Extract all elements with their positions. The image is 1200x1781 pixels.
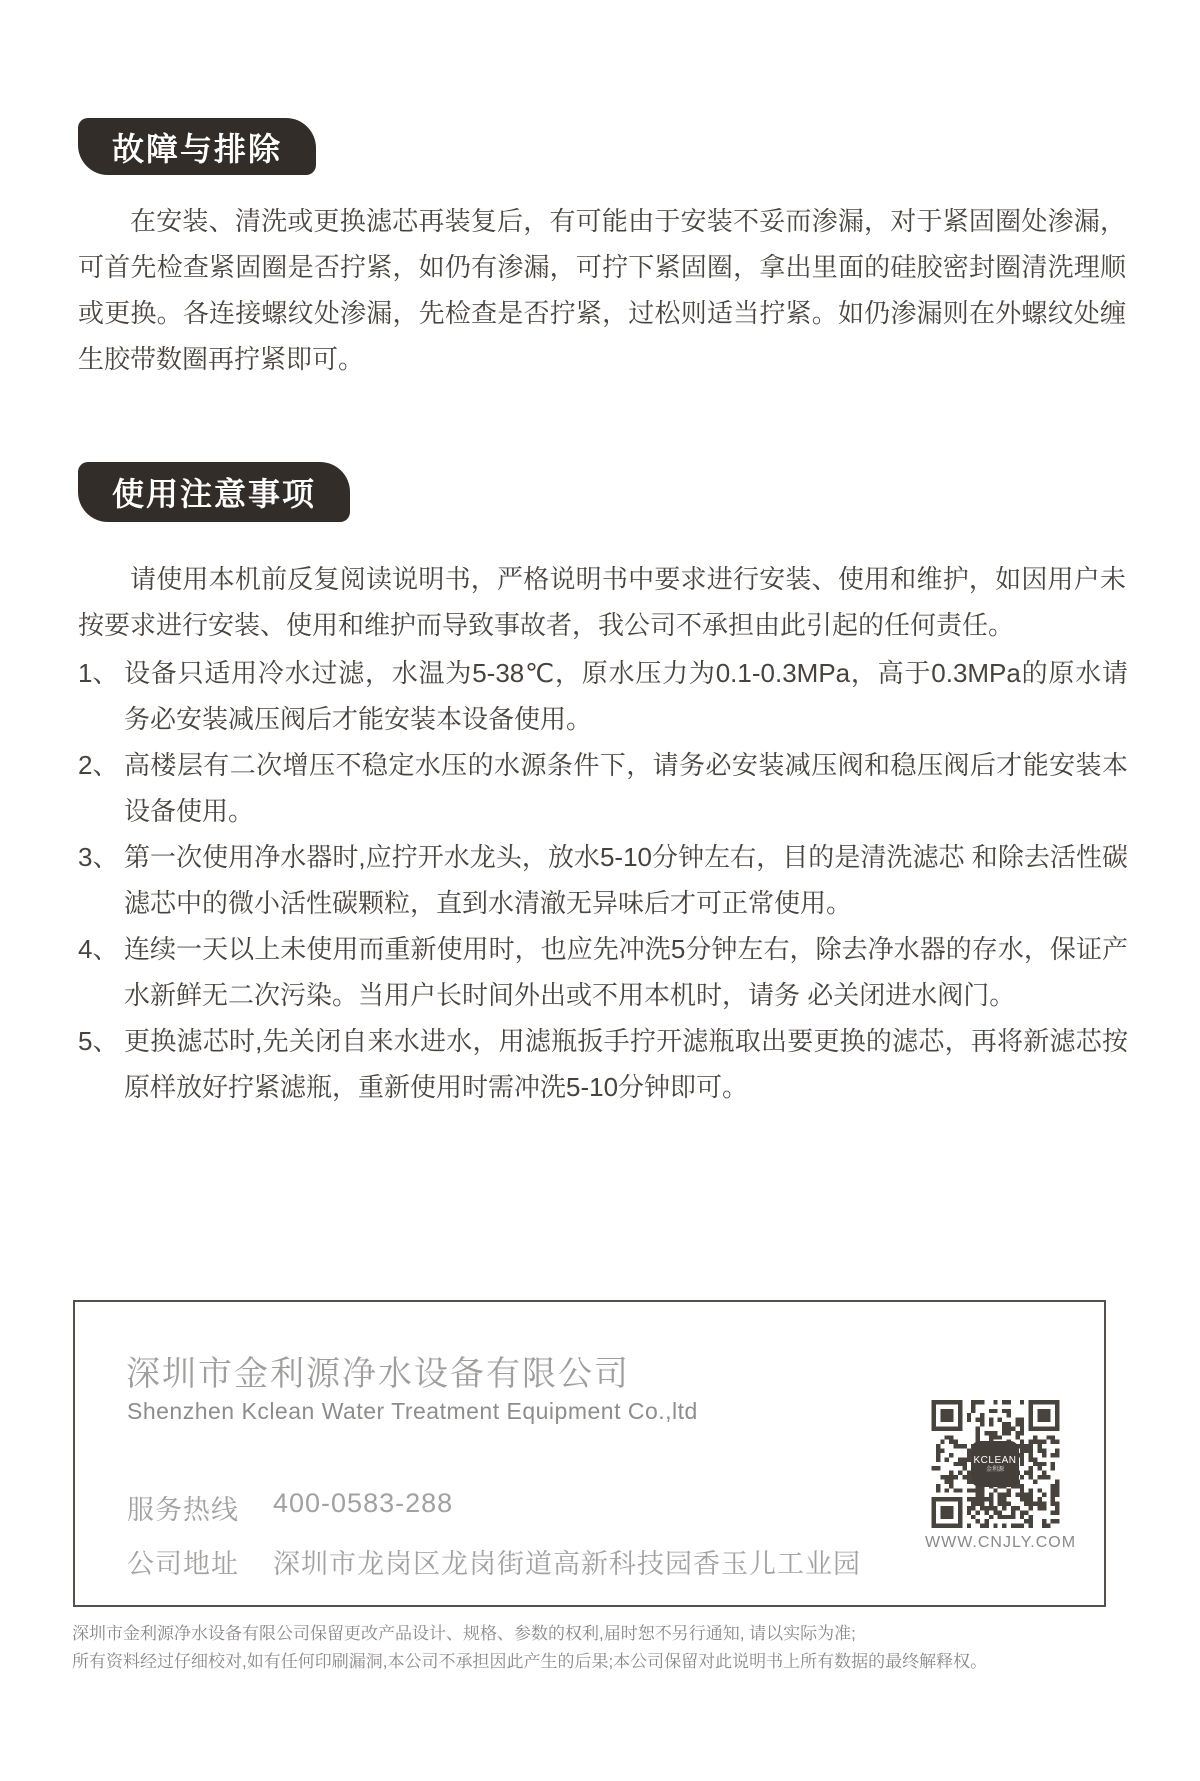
list-item-number: 5、 [78, 1026, 119, 1056]
usage-notes-list [78, 650, 1128, 1110]
list-item-text: 更换滤芯时,先关闭自来水进水，用滤瓶扳手拧开滤瓶取出要更换的滤芯，再将新滤芯按原样放好拧紧滤瓶，重新使用时需冲洗5-10分钟即可。 [124, 1026, 1128, 1102]
service-hotline-row [127, 1488, 453, 1527]
troubleshooting-paragraph: 在安装、清洗或更换滤芯再装复后，有可能由于安装不妥而渗漏，对于紧固圈处渗漏，可首先检查紧固圈是否拧紧，如仍有渗漏，可拧下紧固圈，拿出里面的硅胶密封圈清洗理顺或更换。各连接螺纹处渗漏，先检查是否拧紧，过松则适当拧紧。如仍渗漏则在外螺纹处缠生胶带数圈再拧紧即可。 [78, 206, 1126, 374]
hotline-number: 400-0583-288 [273, 1488, 454, 1518]
company-name-english: Shenzhen Kclean Water Treatment Equipment Co.,ltd [127, 1398, 698, 1424]
usage-intro-paragraph: 请使用本机前反复阅读说明书，严格说明书中要求进行安装、使用和维护，如因用户未按要求进行安装、使用和维护而导致事故者，我公司不承担由此引起的任何责任。 [78, 564, 1126, 640]
section-badge-usage-notes: 使用注意事项 [78, 462, 350, 522]
footer-line-1: 深圳市金利源净水设备有限公司保留更改产品设计、规格、参数的权利,届时恕不另行通知, 请以实际为准; [72, 1624, 856, 1643]
section-badge-troubleshooting: 故障与排除 [78, 118, 316, 175]
company-info-box [73, 1300, 1106, 1607]
list-item [78, 742, 1128, 834]
list-item-text: 连续一天以上未使用而重新使用时，也应先冲洗5分钟左右，除去净水器的存水，保证产水新鲜无二次污染。当用户长时间外出或不用本机时，请务 必关闭进水阀门。 [124, 934, 1128, 1010]
address-label: 公司地址 [127, 1549, 239, 1579]
qr-logo-sublabel: 金利源 [985, 1466, 1004, 1473]
list-item [78, 650, 1128, 742]
list-item [78, 1018, 1128, 1110]
list-item [78, 834, 1128, 926]
qr-logo-badge [971, 1441, 1019, 1487]
list-item [78, 926, 1128, 1018]
list-item-text: 第一次使用净水器时,应拧开水龙头，放水5-10分钟左右，目的是清洗滤芯 和除去活性碳滤芯中的微小活性碳颗粒，直到水清澈无异味后才可正常使用。 [124, 842, 1128, 918]
company-name-chinese: 深圳市金利源净水设备有限公司 [126, 1355, 630, 1393]
list-item-number: 1、 [78, 658, 119, 688]
qr-code [927, 1400, 1064, 1528]
list-item-number: 3、 [78, 842, 119, 872]
address-value: 深圳市龙岗区龙岗街道高新科技园香玉儿工业园 [273, 1549, 861, 1579]
list-item-text: 高楼层有二次增压不稳定水压的水源条件下，请务必安装减压阀和稳压阀后才能安装本设备使用。 [124, 750, 1128, 826]
list-item-number: 4、 [78, 934, 119, 964]
list-item-number: 2、 [78, 750, 119, 780]
list-item-text: 设备只适用冷水过滤，水温为5-38℃，原水压力为0.1-0.3MPa，高于0.3MPa的原水请务必安装减压阀后才能安装本设备使用。 [124, 658, 1128, 734]
hotline-label: 服务热线 [127, 1495, 239, 1525]
company-website: WWW.CNJLY.COM [925, 1534, 1077, 1551]
qr-logo-label: KCLEAN [973, 1454, 1017, 1466]
legal-footer [72, 1620, 1134, 1676]
footer-line-2: 所有资料经过仔细校对,如有任何印刷漏洞,本公司不承担因此产生的后果;本公司保留对此说明书上所有数据的最终解释权。 [72, 1652, 988, 1671]
qr-block [925, 1400, 1077, 1552]
company-address-row [127, 1542, 861, 1581]
